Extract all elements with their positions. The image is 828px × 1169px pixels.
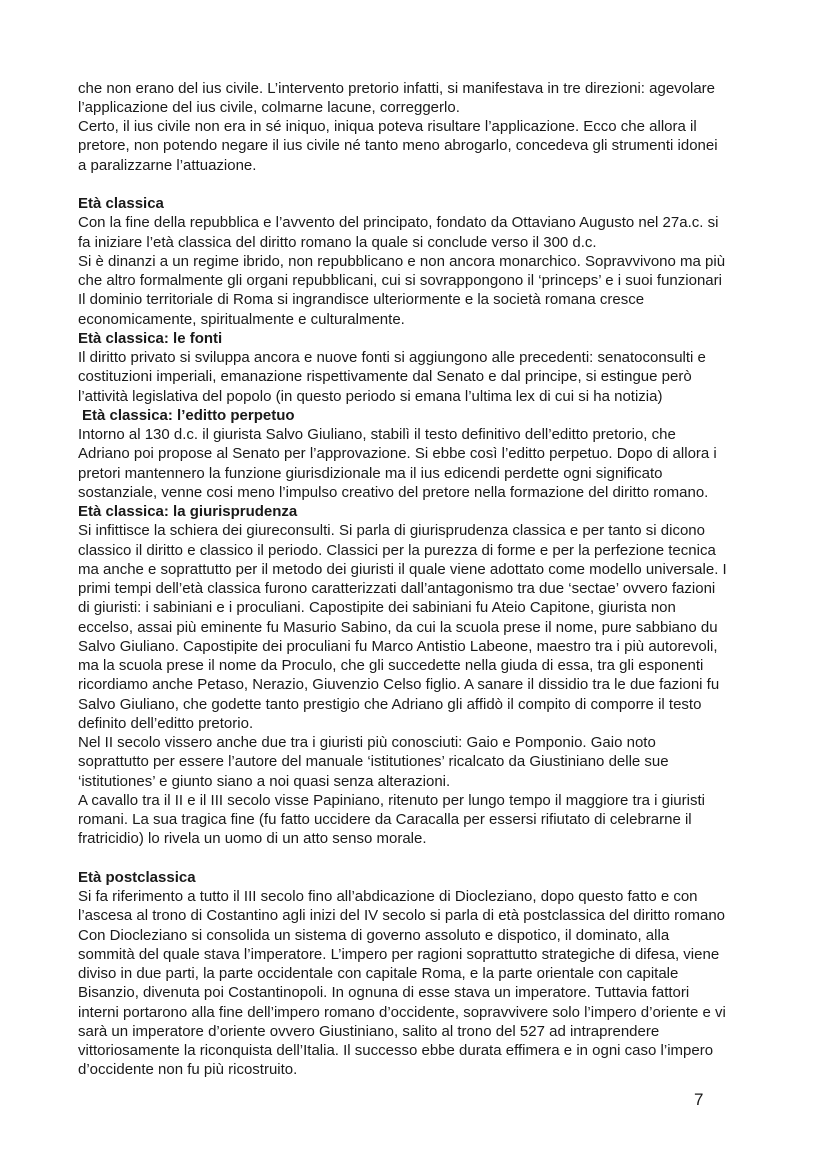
text-line: ma anche e soprattutto per il metodo dei giuristi il quale viene adottato come modello universale. I: [78, 560, 727, 578]
text-line: definito dell’editto pretorio.: [78, 714, 254, 732]
text-line: pretori mantennero la funzione giurisdizionale ma il ius edicendi perdette ogni significato: [78, 464, 663, 482]
text-line: interni portarono alla fine dell’impero romano d’occidente, sopravvivere solo l’impero d’oriente e vi: [78, 1003, 726, 1021]
text-line: Adriano poi propose al Senato per l’approvazione. Si ebbe così l’editto perpetuo. Dopo di allora i: [78, 445, 717, 463]
text-line: Salvo Giuliano. Capostipite dei proculiani fu Marco Antistio Labeone, maestro tra i più autorevoli,: [78, 637, 718, 655]
section-heading: [78, 502, 778, 521]
text-line: classico il diritto e classico il periodo. Classici per la purezza di forme e per la perfezione tecnica: [78, 541, 716, 559]
text-line: eccelso, assai più eminente fu Masurio Sabino, da cui la scuola prese il nome, pure sabbiano du: [78, 618, 718, 636]
text-line: primi tempi dell’età classica furono caratterizzati dall’antagonismo tra due ‘sectae’ ovvero fazioni: [78, 580, 716, 597]
text-line: Si infittisce la schiera dei giureconsulti. Si parla di giurisprudenza classica e per tanto si dicono: [78, 522, 705, 540]
paragraph: [78, 887, 778, 1080]
text-line: fa iniziare l’età classica del diritto romano la quale si conclude verso il 300 d.c.: [78, 233, 597, 251]
text-line: vittoriosamente la riconquista dell’Italia. Il successo ebbe durata effimera e in ogni caso l’impero: [78, 1042, 714, 1059]
heading-text: Età classica: le fonti: [78, 329, 223, 347]
text-line: sommità del quale stava l’imperatore. L’impero per ragioni soprattutto strategiche di difesa, viene: [78, 945, 720, 963]
text-line: sostanziale, venne cosi meno l’impulso creativo del pretore nella formazione del diritto romano.: [78, 483, 709, 501]
text-line: Si fa riferimento a tutto il III secolo fino all’abdicazione di Diocleziano, dopo questo fatto e con: [78, 888, 698, 905]
text-line: romani. La sua tragica fine (fu fatto uccidere da Caracalla per essersi rifiutato di celebrarne il: [78, 811, 692, 828]
text-line: a paralizzarne l’attuazione.: [78, 156, 257, 174]
text-line: A cavallo tra il II e il III secolo visse Papiniano, ritenuto per lungo tempo il maggiore tra i giuristi: [78, 791, 705, 809]
text-line: soprattutto per essere l’autore del manuale ‘istitutiones’ ricalcato da Giustiniano delle sue: [78, 753, 669, 771]
text-line: economicamente, spiritualmente e culturalmente.: [78, 310, 405, 328]
text-line: che altro formalmente gli organi repubblicani, cui si sovrappongono il ‘princeps’ e i suoi funzionari: [78, 272, 722, 289]
text-line: Il diritto privato si sviluppa ancora e nuove fonti si aggiungono alle precedenti: senatoconsulti e: [78, 349, 706, 366]
paragraph: [78, 425, 778, 502]
text-line: Certo, il ius civile non era in sé iniquo, iniqua poteva risultare l’applicazione. Ecco che allora il: [78, 118, 697, 135]
heading-text: Età classica: la giurisprudenza: [78, 503, 298, 520]
text-line: fratricidio) lo rivela un uomo di un atto senso morale.: [78, 830, 427, 848]
text-line: Con la fine della repubblica e l’avvento del principato, fondato da Ottaviano Augusto nel 27a.c. si: [78, 214, 719, 232]
text-line: Salvo Giuliano, che godette tanto prestigio che Adriano gli affidò il compito di comporre il testo: [78, 695, 702, 713]
text-line: diviso in due parti, la parte occidentale con capitale Roma, e la parte orientale con capitale: [78, 965, 679, 982]
page-number: 7: [694, 1090, 704, 1109]
text-line: pretore, non potendo negare il ius civile né tanto meno abrogarlo, concedeva gli strumenti idonei: [78, 137, 718, 155]
paragraph: [78, 79, 778, 175]
section-heading: [78, 868, 778, 887]
text-line: ‘istitutiones’ e giunto siano a noi quasi senza alterazioni.: [78, 772, 451, 790]
blank-line: [78, 849, 778, 868]
section-heading: [78, 406, 778, 425]
text-line: Bisanzio, divenuta poi Costantinopoli. In ognuna di esse stava un imperatore. Tuttavia fattori: [78, 984, 690, 1002]
heading-text: Età postclassica: [78, 868, 196, 886]
text-line: costituzioni imperiali, emanazione rispettivamente dal Senato e dal principe, si estingue però: [78, 368, 692, 386]
blank-line: [78, 175, 778, 194]
heading-text: Età classica: [78, 195, 164, 212]
text-line: Con Diocleziano si consolida un sistema di governo assoluto e dispotico, il dominato, alla: [78, 926, 670, 944]
text-line: Nel II secolo vissero anche due tra i giuristi più conosciuti: Gaio e Pomponio. Gaio noto: [78, 734, 656, 751]
text-line: che non erano del ius civile. L’intervento pretorio infatti, si manifestava in tre direzioni: agevolare: [78, 79, 716, 97]
text-line: sarà un imperatore d’oriente ovvero Giustiniano, salito al trono del 527 ad intraprendere: [78, 1022, 660, 1040]
text-line: d’occidente non fu più ricostruito.: [78, 1061, 298, 1079]
paragraph: [78, 213, 778, 329]
text-line: l’applicazione del ius civile, colmarne lacune, correggerlo.: [78, 98, 460, 116]
paragraph: [78, 348, 778, 406]
text-line: ricordiamo anche Petaso, Nerazio, Giuvenzio Celso figlio. A sanare il dissidio tra le due fazioni fu: [78, 676, 720, 694]
section-heading: [78, 194, 778, 213]
text-line: ma la scuola prese il nome da Proculo, che gli succedette nella giuda di essa, tra gli esponenti: [78, 657, 704, 674]
section-heading: [78, 329, 778, 348]
heading-text: Età classica: l’editto perpetuo: [82, 406, 295, 424]
text-line: Il dominio territoriale di Roma si ingrandisce ulteriormente e la società romana cresce: [78, 291, 645, 309]
text-line: di giuristi: i sabiniani e i proculiani. Capostipite dei sabiniani fu Ateio Capitone, giurista non: [78, 599, 676, 617]
document-page: [78, 79, 778, 1080]
text-line: l’ascesa al trono di Costantino agli inizi del IV secolo si parla di età postclassica del diritto romano: [78, 907, 725, 925]
text-line: l’attività legislativa del popolo (in questo periodo si emana l’ultima lex di cui si ha notizia): [78, 387, 663, 405]
text-line: Intorno al 130 d.c. il giurista Salvo Giuliano, stabilì il testo definitivo dell’editto pretorio, che: [78, 426, 676, 443]
text-line: Si è dinanzi a un regime ibrido, non repubblicano e non ancora monarchico. Sopravvivono ma più: [78, 252, 726, 270]
paragraph: [78, 521, 778, 848]
